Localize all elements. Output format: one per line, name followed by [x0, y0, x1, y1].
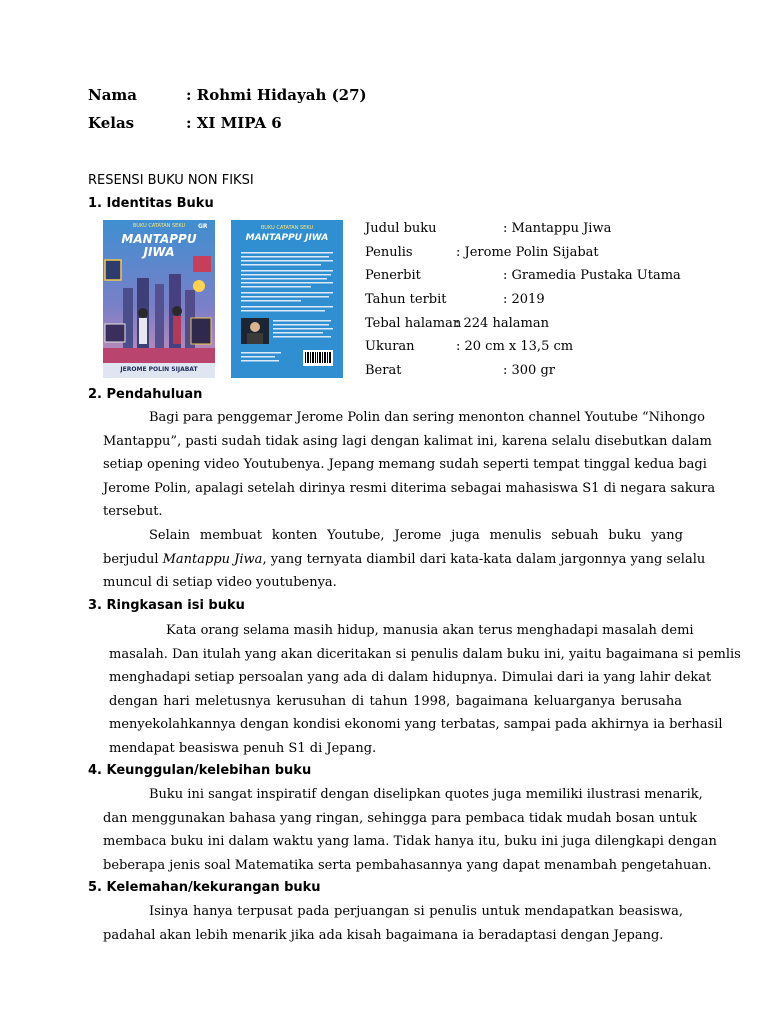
info-label-tahun: Tahun terbit	[365, 292, 447, 307]
info-label-ukuran: Ukuran	[365, 339, 415, 354]
p2-text-pre: berjudul	[103, 551, 163, 567]
ringkasan-line: masalah. Dan itulah yang akan diceritakan si penulis dalam buku ini, yaitu bagaimana si pemlis	[109, 646, 741, 662]
pendahuluan-p2-line: Selain membuat konten Youtube, Jerome juga menulis sebuah buku yang	[149, 528, 683, 543]
section-keunggulan-heading: 4. Keunggulan/kelebihan buku	[88, 763, 312, 778]
ringkasan-line: menghadapi setiap persoalan yang ada di dalam hidupnya. Dimulai dari ia yang lahir dekat	[109, 670, 712, 685]
kelemahan-line: padahal akan lebih menarik jika ada kisah bagaimana ia beradaptasi dengan Jepang.	[103, 927, 664, 943]
info-value-penulis: : Jerome Polin Sijabat	[456, 245, 599, 260]
section-identitas-heading: 1. Identitas Buku	[88, 196, 214, 211]
pendahuluan-paragraph-1	[103, 406, 716, 524]
keunggulan-line: dan menggunakan bahasa yang ringan, sehingga para pembaca tidak mudah bosan untuk	[103, 810, 697, 826]
pendahuluan-p1-line: setiap opening video Youtubenya. Jepang memang sudah seperti tempat tinggal kedua bagi	[103, 457, 707, 472]
keunggulan-line: membaca buku ini dalam waktu yang lama. Tidak hanya itu, buku ini juga dilengkapi dengan	[103, 834, 717, 849]
pendahuluan-paragraph-2	[103, 524, 706, 595]
front-cover-title-2: JIWA	[143, 245, 175, 259]
pendahuluan-p1-line: tersebut.	[103, 504, 163, 519]
book-back-cover	[231, 220, 343, 378]
ringkasan-line: Kata orang selama masih hidup, manusia akan terus menghadapi masalah demi	[166, 623, 694, 638]
front-cover-title-1: MANTAPPU	[121, 232, 197, 246]
info-label-penulis: Penulis	[365, 245, 413, 260]
nama-value: : Rohmi Hidayah (27)	[186, 86, 367, 104]
back-cover-top-text: BUKU CATATAN SEKU	[260, 225, 314, 231]
pendahuluan-p2-line	[103, 548, 706, 572]
info-label-tebal: Tebal halaman	[365, 316, 462, 331]
pendahuluan-p1-line: Bagi para penggemar Jerome Polin dan sering menonton channel Youtube “Nihongo	[149, 410, 705, 425]
publisher-logo-icon: GR	[198, 223, 208, 230]
info-value-judul: : Mantappu Jiwa	[503, 221, 612, 236]
section-kelemahan-heading: 5. Kelemahan/kekurangan buku	[88, 880, 321, 895]
section-ringkasan-heading: 3. Ringkasan isi buku	[88, 598, 245, 613]
p2-text-post: , yang ternyata diambil dari kata-kata dalam jargonnya yang selalu	[262, 551, 706, 567]
ringkasan-line: menyekolahkannya dengan kondisi ekonomi yang terbatas, sampai pada akhirnya ia berhasil	[109, 717, 723, 732]
kelemahan-paragraph	[103, 900, 683, 947]
kelemahan-line: Isinya hanya terpusat pada perjuangan si penulis untuk mendapatkan beasiswa,	[149, 904, 683, 919]
info-value-berat: : 300 gr	[503, 363, 555, 378]
book-title-italic: Mantappu Jiwa	[162, 551, 263, 567]
keunggulan-paragraph	[103, 783, 717, 877]
front-cover-top-text: BUKU CATATAN SEKU	[132, 223, 186, 229]
kelas-label: Kelas	[88, 114, 135, 132]
info-value-tebal: : 224 halaman	[455, 316, 549, 331]
nama-label: Nama	[88, 86, 138, 104]
keunggulan-line: beberapa jenis soal Matematika serta pembahasannya yang dapat menambah pengetahuan.	[103, 857, 712, 873]
book-front-cover	[103, 220, 215, 378]
info-value-ukuran: : 20 cm x 13,5 cm	[456, 339, 574, 354]
keunggulan-line: Buku ini sangat inspiratif dengan diselipkan quotes juga memiliki ilustrasi menarik,	[149, 787, 703, 802]
document-title: RESENSI BUKU NON FIKSI	[88, 173, 254, 188]
back-cover-title: MANTAPPU JIWA	[245, 233, 329, 243]
ringkasan-paragraph	[109, 619, 741, 760]
info-label-berat: Berat	[365, 363, 402, 378]
info-value-penerbit: : Gramedia Pustaka Utama	[503, 268, 681, 283]
pendahuluan-p1-line: Mantappu”, pasti sudah tidak asing lagi dengan kalimat ini, karena selalu disebutkan dalam	[103, 433, 712, 449]
info-value-tahun: : 2019	[503, 292, 545, 307]
front-cover-author: JEROME POLIN SIJABAT	[120, 366, 198, 373]
pendahuluan-p1-line: Jerome Polin, apalagi setelah dirinya resmi diterima sebagai mahasiswa S1 di negara sakura	[103, 480, 716, 496]
kelas-value: : XI MIPA 6	[186, 114, 282, 132]
back-cover-blurb-lines	[231, 220, 343, 378]
info-label-penerbit: Penerbit	[365, 268, 421, 283]
ringkasan-line: dengan hari meletusnya kerusuhan di tahun 1998, bagaimana keluarganya berusaha	[109, 693, 682, 709]
pendahuluan-p2-line: muncul di setiap video youtubenya.	[103, 575, 337, 590]
ringkasan-line: mendapat beasiswa penuh S1 di Jepang.	[109, 740, 377, 756]
info-label-judul: Judul buku	[365, 221, 437, 236]
section-pendahuluan-heading: 2. Pendahuluan	[88, 387, 203, 402]
